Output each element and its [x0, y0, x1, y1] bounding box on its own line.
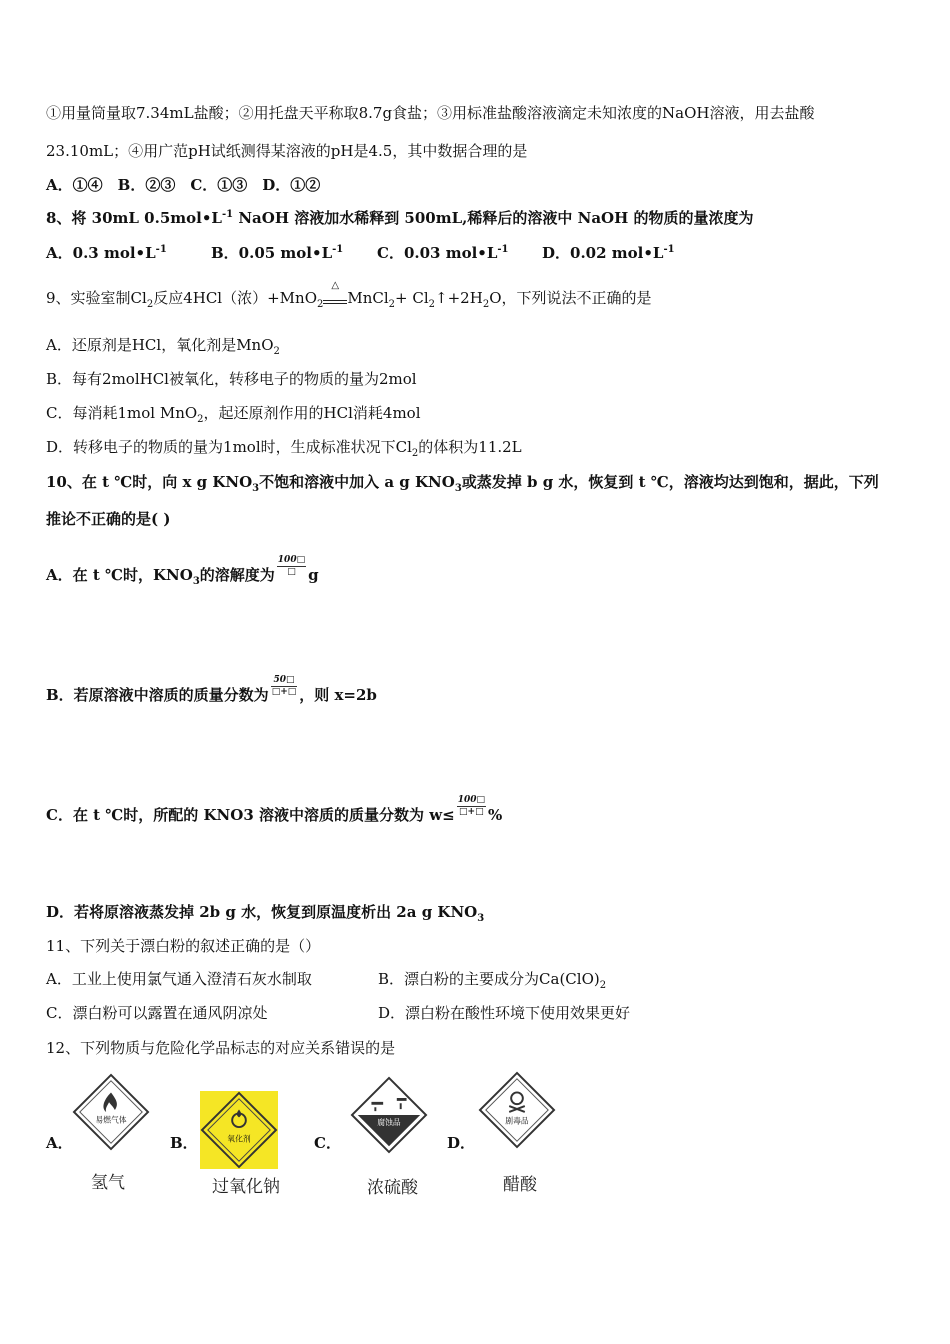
q10-d-text-a: D．若将原溶液蒸发掉 2b g 水，恢复到原温度析出 2a g KNO — [46, 903, 478, 921]
corrosive-label: 腐蚀品 — [377, 1117, 401, 1127]
q8-stem-sup: -1 — [221, 209, 234, 220]
q10-l1-sub2: 3 — [454, 483, 462, 494]
q9-option-d — [46, 436, 522, 459]
q11-option-a: A．工业上使用氯气通入澄清石灰水制取 — [46, 970, 312, 988]
q10-a-fraction — [277, 555, 306, 578]
q9-sub4: 2 — [428, 299, 436, 310]
q10-a-sub: 3 — [192, 576, 200, 587]
q10-option-b — [46, 674, 377, 708]
heat-symbol: △ — [331, 280, 340, 291]
q10-option-c — [46, 794, 503, 828]
q10-b-text-b: ，则 x=2b — [299, 686, 377, 704]
q12-option-d-letter: D． — [447, 1134, 476, 1152]
q9-option-b: B．每有2molHCl被氧化，转移电子的物质的量为2mol — [46, 370, 417, 388]
q8-option-b-label: B．0.05 mol•L — [211, 244, 333, 262]
oxidizer-sign — [200, 1091, 278, 1169]
q10-b-fraction — [271, 675, 298, 698]
q10-b-text-a: B．若原溶液中溶质的质量分数为 — [46, 686, 269, 704]
q10-l1-b: 不饱和溶液中加入 a g KNO — [259, 473, 455, 491]
q9-stem-f: O，下列说法不正确的是 — [489, 289, 652, 307]
q8-stem-text-a: 8、将 30mL 0.5mol•L — [46, 209, 222, 227]
q8-option-d-sup: -1 — [663, 244, 675, 255]
q8-option-c-sup: -1 — [497, 244, 509, 255]
q9-option-c-text-a: C．每消耗1mol MnO — [46, 404, 198, 422]
q9-stem-d: + Cl — [395, 289, 429, 307]
q12-option-a-letter: A． — [46, 1134, 73, 1152]
q10-c-text-a: C．在 t ℃时，所配的 KNO3 溶液中溶质的质量分数为 w≤ — [46, 806, 455, 824]
q10-l1-c: 或蒸发掉 b g 水，恢复到 t ℃，溶液均达到饱和，据此，下列 — [461, 473, 879, 491]
q10-l1-sub1: 3 — [252, 483, 260, 494]
toxic-sign — [478, 1071, 556, 1149]
q9-option-c-sub: 2 — [197, 414, 204, 425]
q10-a-unit: g — [308, 566, 319, 584]
q10-a-text-b: 的溶解度为 — [199, 566, 275, 584]
q9-sub5: 2 — [482, 299, 490, 310]
toxic-label: 剧毒品 — [505, 1116, 529, 1126]
q8-option-a-label: A．0.3 mol•L — [46, 244, 156, 262]
oxidizer-label: 氧化剂 — [227, 1134, 251, 1144]
q9-sub1: 2 — [146, 299, 154, 310]
fraction-denominator: □+□ — [459, 806, 484, 817]
q9-option-c — [46, 402, 421, 425]
q8-option-d — [542, 242, 675, 263]
q11-option-c: C．漂白粉可以露置在通风阴凉处 — [46, 1004, 268, 1022]
q9-stem-b: 反应4HCl（浓）+MnO — [153, 289, 317, 307]
q7-options: A．①④ B．②③ C．①③ D．①② — [46, 176, 321, 194]
q9-option-d-text-a: D．转移电子的物质的量为1mol时，生成标准状况下Cl — [46, 438, 412, 456]
q9-option-d-text-b: 的体积为11.2L — [418, 438, 522, 456]
q11-option-d: D．漂白粉在酸性环境下使用效果更好 — [378, 1004, 631, 1022]
q12-caption-c: 浓硫酸 — [367, 1178, 418, 1198]
q9-stem — [46, 280, 652, 310]
q10-option-a — [46, 554, 319, 588]
q8-option-c — [377, 242, 509, 263]
q10-stem-line1 — [46, 471, 879, 494]
q12-caption-b: 过氧化钠 — [212, 1177, 280, 1197]
q8-option-b — [211, 242, 343, 263]
q9-stem-e: ↑+2H — [435, 289, 483, 307]
q11-option-b — [378, 968, 606, 991]
corrosive-sign — [350, 1076, 428, 1154]
q11-option-b-sub: 2 — [599, 980, 607, 991]
q10-a-text-a: A．在 t ℃时，KNO — [46, 566, 193, 584]
q9-stem-c: MnCl — [347, 289, 389, 307]
q8-option-a — [46, 242, 167, 263]
q8-option-d-label: D．0.02 mol•L — [542, 244, 664, 262]
reaction-arrow — [323, 280, 347, 304]
q9-sub2: 2 — [317, 299, 324, 310]
fraction-numerator: 100□ — [457, 794, 485, 805]
q10-option-d — [46, 901, 484, 924]
q9-option-c-text-b: ，起还原剂作用的HCl消耗4mol — [203, 404, 421, 422]
flammable-gas-sign — [72, 1073, 150, 1151]
q12-option-c-letter: C． — [314, 1134, 341, 1152]
q9-sub3: 2 — [388, 299, 396, 310]
q11-option-b-text: B．漂白粉的主要成分为Ca(ClO) — [378, 970, 600, 988]
fraction-denominator: □ — [287, 566, 296, 577]
q12-caption-d: 醋酸 — [503, 1175, 537, 1195]
q12-caption-a: 氢气 — [91, 1173, 125, 1193]
equals-bar — [323, 300, 347, 304]
q7-line1: ①用量筒量取7.34mL盐酸；②用托盘天平称取8.7g食盐；③用标准盐酸溶液滴定未知浓度的NaOH溶液，用去盐酸 — [46, 104, 815, 122]
q9-option-a-sub: 2 — [273, 346, 280, 357]
q12-option-b-letter: B． — [170, 1134, 198, 1152]
q8-stem-text-b: NaOH 溶液加水稀释到 500mL,稀释后的溶液中 NaOH 的物质的量浓度为 — [233, 209, 754, 227]
q9-option-a — [46, 334, 280, 357]
q10-stem-line2: 推论不正确的是( ) — [46, 510, 171, 528]
flammable-gas-label: 易燃气体 — [95, 1115, 127, 1125]
q8-option-b-sup: -1 — [332, 244, 344, 255]
q9-stem-a: 9、实验室制Cl — [46, 289, 147, 307]
q10-c-fraction — [457, 795, 486, 818]
q8-option-a-sup: -1 — [155, 244, 167, 255]
q10-c-text-b: % — [487, 806, 503, 824]
q12-stem: 12、下列物质与危险化学品标志的对应关系错误的是 — [46, 1039, 396, 1057]
q8-stem — [46, 207, 754, 228]
fraction-numerator: 50□ — [271, 675, 298, 687]
q10-l1-a: 10、在 t ℃时，向 x g KNO — [46, 473, 253, 491]
fraction-denominator: □+□ — [271, 686, 297, 697]
q7-line2: 23.10mL；④用广范pH试纸测得某溶液的pH是4.5，其中数据合理的是 — [46, 142, 528, 160]
fraction-numerator: 100□ — [277, 554, 306, 565]
q8-option-c-label: C．0.03 mol•L — [377, 244, 498, 262]
q9-option-a-text: A．还原剂是HCl，氧化剂是MnO — [46, 336, 274, 354]
q11-stem: 11、下列关于漂白粉的叙述正确的是（） — [46, 937, 321, 955]
q10-d-sub: 3 — [477, 913, 485, 924]
q9-option-d-sub: 2 — [411, 448, 419, 459]
